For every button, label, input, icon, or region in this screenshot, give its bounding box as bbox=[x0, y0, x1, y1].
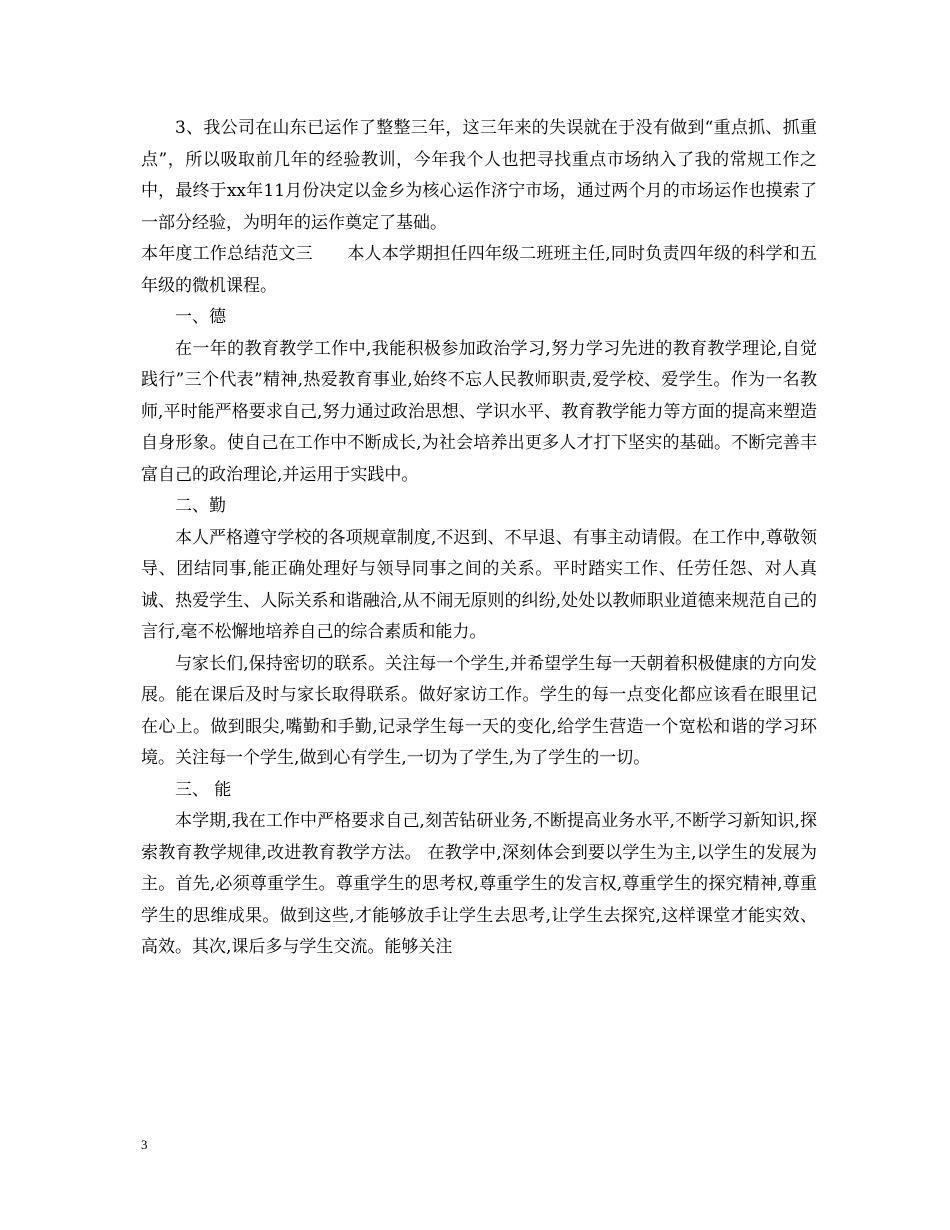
document-body bbox=[141, 113, 817, 964]
section-heading-neng: 三、 能 bbox=[175, 779, 232, 800]
page-number: 3 bbox=[141, 1137, 148, 1152]
section-heading-qin: 二、勤 bbox=[175, 496, 226, 516]
paragraph-parents: 与家长们,保持密切的联系。关注每一个学生,并希望学生每一天朝着积极健康的方向发展。能在课后及时与家长取得联系。做好家访工作。学生的每一点变化都应该看在眼里记在心上。做到眼尖,嘴勤和手勤,记录学生每一天的变化,给学生营造一个宽松和谐的学习环境。关注每一个学生,做到心有学生,一切为了学生,为了学生的一切。 bbox=[141, 653, 817, 768]
paragraph-essay-three-intro: 本年度工作总结范文三 本人本学期担任四年级二班班主任,同时负责四年级的科学和五年级的微机课程。 bbox=[141, 244, 817, 296]
paragraph-de: 在一年的教育教学工作中,我能积极参加政治学习,努力学习先进的教育教学理论,自觉践行”三个代表”精神,热爱教育事业,始终不忘人民教师职责,爱学校、爱学生。作为一名教师,平时能严格要求自己,努力通过政治思想、学识水平、教育教学能力等方面的提高来塑造自身形象。使自己在工作中不断成长,为社会培养出更多人才打下坚实的基础。不断完善丰富自己的政治理论,并运用于实践中。 bbox=[141, 338, 817, 485]
section-heading-de: 一、德 bbox=[175, 307, 226, 327]
paragraph-qin: 本人严格遵守学校的各项规章制度,不迟到、不早退、有事主动请假。在工作中,尊敬领导、团结同事,能正确处理好与领导同事之间的关系。平时踏实工作、任劳任怨、对人真诚、热爱学生、人际关系和谐融洽,从不闹无原则的纠纷,处处以教师职业道德来规范自己的言行,毫不松懈地培养自己的综合素质和能力。 bbox=[141, 527, 817, 642]
paragraph-market-review: 3、我公司在山东已运作了整整三年，这三年来的失误就在于没有做到“重点抓、抓重点”，所以吸取前几年的经验教训，今年我个人也把寻找重点市场纳入了我的常规工作之中，最终于xx年11月份决定以金乡为核心运作济宁市场，通过两个月的市场运作也摸索了一部分经验，为明年的运作奠定了基础。 bbox=[141, 118, 817, 233]
paragraph-neng: 本学期,我在工作中严格要求自己,刻苦钻研业务,不断提高业务水平,不断学习新知识,探索教育教学规律,改进教育教学方法。 在教学中,深刻体会到要以学生为主,以学生的发展为主。首先,必须尊重学生。尊重学生的思考权,尊重学生的发言权,尊重学生的探究精神,尊重学生的思维成果。做到这些,才能够放手让学生去思考,让学生去探究,这样课堂才能实效、高效。其次,课后多与学生交流。能够关注 bbox=[141, 811, 817, 957]
